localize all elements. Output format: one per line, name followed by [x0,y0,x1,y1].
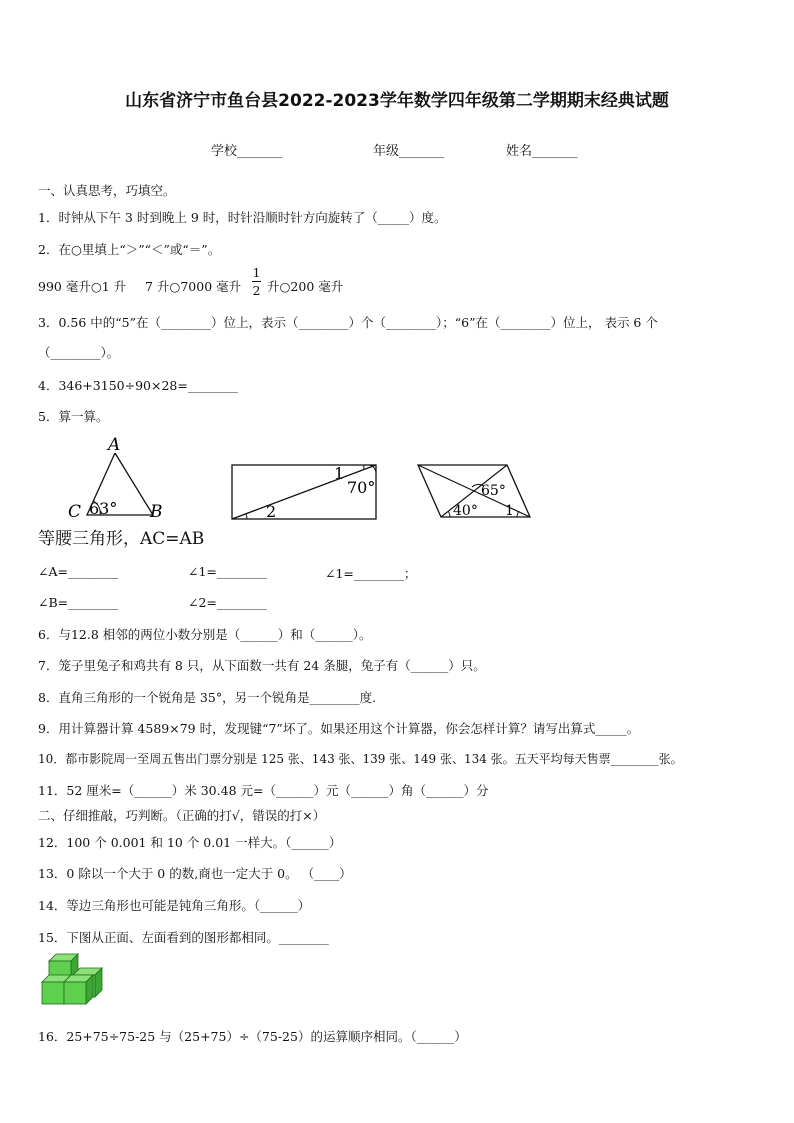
question-8: 8．直角三角形的一个锐角是 35°，另一个锐角是________度. [38,690,377,705]
angle-40-label: 40° [453,503,478,519]
question-11: 11．52 厘米=（______）米 30.48 元=（______）元（______）角（______）分 [38,783,489,798]
question-3-line-1: 3．0.56 中的“5”在（________）位上，表示（________）个（________）；“6”在（________）位上， 表示 6 个 [38,315,658,330]
question-16: 16．25+75÷75-25 与（25+75）÷（75-25）的运算顺序相同。（______） [38,1029,467,1044]
answer-para-angle-1[interactable]: ∠1=________； [325,566,417,581]
triangle-figure [60,435,180,523]
question-14: 14．等边三角形也可能是钝角三角形。（______） [38,898,311,913]
answer-angle-b[interactable]: ∠B=________ [38,595,119,610]
question-4: 4．346+3150÷90×28=________ [38,378,238,393]
grade-field[interactable]: 年级_______ [373,144,445,159]
section-1-heading: 一、认真思考，巧填空。 [38,183,176,198]
page-title: 山东省济宁市鱼台县2022-2023学年数学四年级第二学期期末经典试题 [125,91,669,111]
question-10: 10．都市影院周一至周五售出门票分别是 125 张、143 张、139 张、149 张、134 张。五天平均每天售票________张。 [38,752,683,766]
isosceles-note: 等腰三角形，AC=AB [38,529,205,549]
name-field[interactable]: 姓名_______ [506,144,578,159]
school-field[interactable]: 学校_______ [211,144,283,159]
question-15: 15．下图从正面、左面看到的图形都相同。________ [38,930,329,945]
angle-65-label: 65° [481,483,506,499]
question-5: 5．算一算。 [38,409,109,424]
vertex-a-label: A [108,435,121,455]
question-2: 2．在○里填上“＞”“＜”或“＝”。 [38,242,221,257]
angle-70-label: 70° [347,478,376,497]
answer-rect-angle-2[interactable]: ∠2=________ [188,595,267,610]
section-2-heading: 二、仔细推敲，巧判断。（正确的打√，错误的打×） [38,808,326,823]
fraction-numerator: 1 [252,265,261,280]
cube-stack-figure [38,952,108,1008]
question-7: 7．笼子里兔子和鸡共有 8 只，从下面数一共有 24 条腿，兔子有（______）只。 [38,658,486,673]
question-6: 6．与12.8 相邻的两位小数分别是（______）和（______）。 [38,627,372,642]
angle-70-arc [368,465,376,473]
fraction-one-half [252,265,261,298]
angle-1-label-p: 1 [505,503,514,519]
question-2-item-c: 升○200 毫升 [267,279,344,294]
rectangle-figure [228,460,383,524]
cube-front-face [64,982,86,1004]
angle-c-value: 63° [89,499,118,518]
cube-front-face [42,982,64,1004]
fraction-bar [252,281,261,282]
question-12: 12．100 个 0.001 和 10 个 0.01 一样大。（______） [38,835,342,850]
vertex-c-label: C [68,502,82,522]
parallelogram-figure [414,460,538,524]
answer-angle-a[interactable]: ∠A=________ [38,564,118,579]
angle-1-label: 1 [334,464,345,483]
angle-1-arc-p [517,511,519,517]
answer-rect-angle-1[interactable]: ∠1=________ [188,564,267,579]
angle-2-label: 2 [266,502,277,521]
question-9: 9．用计算器计算 4589×79 时，发现键“7”坏了。如果还用这个计算器，你会怎样计算？请写出算式_____。 [38,721,640,736]
angle-2-arc [246,514,247,519]
question-1: 1．时钟从下午 3 时到晚上 9 时，时针沿顺时针方向旋转了（_____）度。 [38,210,447,225]
question-2-item-b: 7 升○7000 毫升 [145,279,242,294]
question-2-item-a: 990 毫升○1 升 [38,279,127,294]
vertex-b-label: B [150,502,163,522]
question-13: 13．0 除以一个大于 0 的数,商也一定大于 0。 （____） [38,866,352,881]
fraction-denominator: 2 [252,283,261,298]
question-3-line-2: （________）。 [38,345,120,360]
angle-40-arc [448,511,450,517]
